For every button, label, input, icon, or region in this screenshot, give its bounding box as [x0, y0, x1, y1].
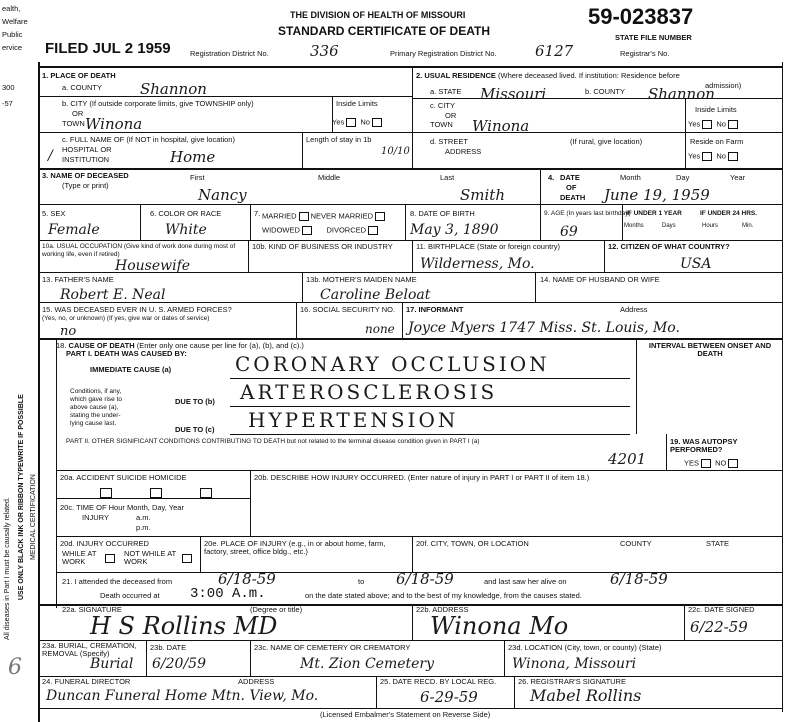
burial-value: Burial — [90, 656, 134, 672]
time-injury-label: 20c. TIME OF Hour Month, Day, Year — [60, 503, 184, 512]
registrar-no-label: Registrar's No. — [620, 49, 670, 58]
dob-label: 8. DATE OF BIRTH — [410, 209, 475, 218]
forces-value: no — [60, 324, 77, 339]
age-value: 69 — [560, 224, 578, 240]
res-or-town: OR — [445, 111, 457, 120]
state-file-number: 59-023837 — [588, 4, 694, 29]
informant-value: Joyce Myers 1747 Miss. St. Louis, Mo. — [408, 320, 680, 336]
attend-text-2: Death occurred at — [100, 591, 160, 600]
last-saw-label: and last saw her alive on — [484, 577, 567, 586]
res-inside-no-checkbox[interactable] — [728, 120, 738, 129]
inside-limits-label: Inside Limits — [336, 99, 378, 108]
degree-label: (Degree or title) — [250, 605, 303, 614]
attend-text-3: on the date stated above; and to the best of my knowledge, from the causes stated. — [305, 591, 582, 600]
citizen-value: USA — [680, 256, 712, 272]
left-margin — [0, 0, 36, 722]
birthplace-value: Wilderness, Mo. — [420, 256, 535, 272]
director-label: 24. FUNERAL DIRECTOR — [42, 677, 131, 686]
father-value: Robert E. Neal — [60, 287, 166, 303]
attend-from: 6/18-59 — [218, 570, 276, 588]
margin-num-2: -57 — [2, 99, 13, 108]
res-town-label: TOWN — [430, 120, 453, 129]
widowed-label: WIDOWED — [262, 225, 300, 235]
margin-glyph: 6 — [8, 655, 22, 680]
registrar-signature: Mabel Rollins — [530, 686, 642, 705]
burial-date-label: 23b. DATE — [150, 643, 187, 652]
spouse-label: 14. NAME OF HUSBAND OR WIFE — [540, 275, 660, 284]
under-24-hrs: IF UNDER 24 HRS. — [700, 210, 758, 217]
injury-county-label: COUNTY — [620, 539, 652, 548]
am-label: a.m. — [136, 513, 151, 522]
attend-to-word: to — [358, 577, 365, 586]
injury-occurred-label: 20d. INJURY OCCURRED — [60, 539, 149, 548]
director-value: Duncan Funeral Home Mtn. View, Mo. — [46, 688, 319, 704]
cause-note: (Enter only one cause per line for (a), (b), and (c).) — [136, 341, 304, 350]
stay-label: Length of stay in 1b — [306, 135, 372, 144]
res-street-label: d. STREET — [430, 137, 468, 146]
forces-label: 15. WAS DECEASED EVER IN U. S. ARMED FORCES? — [42, 305, 232, 314]
ssn-value: none — [365, 322, 395, 336]
cause-num: 18. — [56, 341, 67, 350]
death-time: 3:00 A.m. — [190, 586, 266, 602]
while-at-work-label: WHILE AT WORK — [62, 549, 97, 566]
residence-admission: admission) — [705, 81, 742, 90]
cemetery-value: Mt. Zion Cemetery — [300, 656, 435, 672]
margin-line-4: ervice — [2, 43, 23, 52]
condition-line-5: lying cause last. — [70, 420, 117, 427]
res-state: Missouri — [480, 85, 547, 103]
date-received: 6-29-59 — [420, 688, 478, 706]
months-label: Months — [624, 223, 644, 229]
mother-label: 13b. MOTHER'S MAIDEN NAME — [306, 275, 417, 284]
name-type-note: (Type or print) — [62, 181, 109, 190]
middle-label: Middle — [318, 173, 341, 182]
cause-a: CORONARY OCCLUSION — [235, 352, 550, 376]
under-1-year: IF UNDER 1 YEAR — [626, 210, 682, 217]
state-file-label: STATE FILE NUMBER — [615, 33, 692, 42]
director-address-label: ADDRESS — [238, 677, 275, 686]
widowed-checkbox[interactable] — [302, 226, 312, 235]
res-address-note: (If rural, give location) — [570, 137, 643, 146]
signature-label: 22a. SIGNATURE — [62, 605, 122, 614]
county-label: a. COUNTY — [62, 83, 103, 92]
forces-note: (Yes, no, or unknown) (If yes, give war or dates of service) — [42, 315, 210, 322]
physician-address: Winona Mo — [430, 612, 569, 640]
burial-location-label: 23d. LOCATION (City, town, or county) (State) — [508, 643, 662, 652]
hospital-or: HOSPITAL OR — [62, 145, 112, 154]
injury-city-label: 20f. CITY, TOWN, OR LOCATION — [416, 539, 529, 548]
citizen-label: 12. CITIZEN OF WHAT COUNTRY? — [608, 242, 730, 251]
footer-note: (Licensed Embalmer's Statement on Reverse Side) — [320, 710, 491, 719]
farm-yes: Yes — [688, 151, 701, 161]
res-city-label: c. CITY — [430, 101, 456, 110]
residence-note: (Where deceased lived. If institution: Residence before — [498, 71, 680, 80]
primary-district-label: Primary Registration District No. — [390, 49, 497, 58]
physician-address-label: 22b. ADDRESS — [416, 605, 469, 614]
injury-word: INJURY — [82, 513, 109, 522]
birthplace-label: 11. BIRTHPLACE (State or foreign country) — [416, 242, 560, 251]
res-county: Shannon — [648, 85, 715, 103]
primary-district-value: 6127 — [535, 42, 574, 60]
part2-label: PART II. OTHER SIGNIFICANT CONDITIONS CONTRIBUTING TO DEATH but not related to the terminal disease condition given in PART I (a) — [66, 438, 480, 445]
res-inside-limits: Inside Limits — [695, 105, 737, 114]
sex-value: Female — [48, 222, 100, 238]
last-label: Last — [440, 173, 455, 182]
while-work-checkbox[interactable] — [105, 554, 115, 563]
father-label: 13. FATHER'S NAME — [42, 275, 114, 284]
never-married-checkbox[interactable] — [375, 212, 385, 221]
accident-checkbox[interactable] — [100, 488, 112, 498]
margin-num-1: 300 — [2, 83, 15, 92]
first-label: First — [190, 173, 205, 182]
occupation-label: 10a. USUAL OCCUPATION (Give kind of work done during most of working life, even if retired) — [42, 243, 236, 258]
autopsy-no: NO — [715, 458, 727, 468]
pm-label: p.m. — [136, 523, 151, 532]
interval-label: INTERVAL BETWEEN ONSET AND DEATH — [648, 341, 772, 358]
injury-state-label: STATE — [706, 539, 730, 548]
death-county: Shannon — [140, 80, 207, 98]
date-label: DATE — [560, 173, 580, 182]
not-while-label: NOT WHILE AT WORK — [124, 549, 177, 566]
married-label: MARRIED — [262, 211, 297, 221]
physician-signature: H S Rollins MD — [90, 612, 278, 640]
cause-code: 4201 — [608, 450, 647, 468]
due-b-label: DUE TO (b) — [175, 397, 215, 406]
last-saw-date: 6/18-59 — [610, 570, 668, 588]
cause-label: CAUSE OF DEATH — [68, 341, 135, 350]
autopsy-yes: YES — [684, 458, 700, 468]
inside-no-checkbox[interactable] — [372, 118, 382, 127]
informant-address-label: Address — [620, 305, 648, 314]
place-injury-label: 20e. PLACE OF INJURY (e.g., in or about home, farm, factory, street, office bldg., etc.) — [204, 539, 386, 556]
burial-label: 23a. BURIAL, CREMATION, REMOVAL (Specify) — [42, 641, 137, 658]
margin-mark: / — [48, 148, 53, 164]
immediate-label: IMMEDIATE CAUSE (a) — [90, 365, 172, 374]
not-while-checkbox[interactable] — [182, 554, 192, 563]
city-label: b. CITY (If outside corporate limits, give TOWNSHIP only) — [62, 99, 254, 108]
accident-label: 20a. ACCIDENT SUICIDE HOMICIDE — [60, 473, 187, 482]
month-label: Month — [620, 173, 641, 182]
burial-location: Winona, Missouri — [512, 656, 637, 672]
condition-line-3: above cause (a), — [70, 404, 119, 411]
year-label: Year — [730, 173, 746, 182]
part1-label: PART I. DEATH WAS CAUSED BY: — [66, 349, 187, 358]
informant-label: 17. INFORMANT — [406, 305, 464, 314]
res-inside-yes: Yes — [688, 119, 701, 129]
stay-value: 10/10 — [381, 146, 410, 157]
farm-no-checkbox[interactable] — [728, 152, 738, 161]
days-label: Days — [662, 223, 676, 229]
first-name: Nancy — [198, 186, 247, 204]
margin-vertical-medical: MEDICAL CERTIFICATION — [30, 474, 37, 560]
res-inside-yes-checkbox[interactable] — [702, 120, 712, 129]
cause-b: ARTEROSCLEROSIS — [240, 380, 498, 404]
filed-stamp: FILED JUL 2 1959 — [45, 40, 171, 57]
age-label: 9. AGE (In years last birthday) — [544, 210, 631, 217]
occupation-value: Housewife — [115, 258, 191, 274]
dob-value: May 3, 1890 — [410, 222, 499, 238]
describe-injury-label: 20b. DESCRIBE HOW INJURY OCCURRED. (Enter nature of injury in PART I or PART II of item 18.) — [254, 473, 590, 482]
death-label: DEATH — [560, 193, 586, 202]
institution-label: INSTITUTION — [62, 155, 110, 164]
hospital-label: c. FULL NAME OF (If NOT in hospital, give location) — [62, 135, 235, 144]
inside-yes-label: Yes — [332, 117, 345, 127]
condition-line-4: stating the under- — [70, 412, 121, 419]
autopsy-no-checkbox[interactable] — [728, 459, 738, 468]
condition-line-1: Conditions, if any, — [70, 388, 122, 395]
min-label: Min. — [742, 223, 754, 229]
date-signed: 6/22-59 — [690, 618, 748, 636]
burial-date: 6/20/59 — [152, 656, 206, 672]
division-title: THE DIVISION OF HEALTH OF MISSOURI — [290, 10, 466, 20]
margin-line-1: ealth, — [2, 4, 21, 13]
day-label: Day — [676, 173, 690, 182]
res-inside-no: No — [716, 119, 726, 129]
date-signed-label: 22c. DATE SIGNED — [688, 605, 755, 614]
due-c-label: DUE TO (c) — [175, 425, 215, 434]
margin-vertical-note: All diseases in Part I must be causally related. — [4, 497, 11, 640]
town-label: TOWN — [62, 119, 85, 128]
margin-vertical-ink: USE ONLY BLACK INK OR RIBBON TYPEWRITE IF POSSIBLE — [18, 394, 25, 600]
autopsy-label: 19. WAS AUTOPSY PERFORMED? — [670, 437, 738, 454]
date-received-label: 25. DATE RECD. BY LOCAL REG. — [380, 677, 497, 686]
autopsy-yes-checkbox[interactable] — [701, 459, 711, 468]
place-death-label: PLACE OF DEATH — [50, 71, 116, 80]
margin-line-2: Welfare — [2, 17, 28, 26]
cemetery-label: 23c. NAME OF CEMETERY OR CREMATORY — [254, 643, 411, 652]
residence-label: USUAL RESIDENCE — [424, 71, 496, 80]
homicide-checkbox[interactable] — [200, 488, 212, 498]
or-town: OR — [72, 109, 84, 118]
last-name: Smith — [460, 186, 505, 204]
residence-num: 2. — [416, 71, 423, 80]
date-num: 4. — [548, 173, 555, 182]
death-city: Winona — [85, 115, 143, 133]
res-address-label: ADDRESS — [445, 147, 482, 156]
of-label: OF — [566, 183, 577, 192]
marital-num: 7. — [254, 209, 261, 218]
reg-district-label: Registration District No. — [190, 49, 269, 58]
ssn-label: 16. SOCIAL SECURITY NO. — [300, 305, 396, 314]
married-checkbox[interactable] — [299, 212, 309, 221]
margin-line-3: Public — [2, 30, 23, 39]
date-of-death: June 19, 1959 — [604, 186, 710, 204]
farm-no: No — [716, 151, 726, 161]
hours-label: Hours — [702, 223, 719, 229]
divorced-checkbox[interactable] — [368, 226, 378, 235]
certificate-title: STANDARD CERTIFICATE OF DEATH — [278, 24, 490, 38]
sex-label: 5. SEX — [42, 209, 66, 218]
registrar-sig-label: 26. REGISTRAR'S SIGNATURE — [518, 677, 626, 686]
death-institution: Home — [170, 148, 216, 166]
never-married-label: NEVER MARRIED — [310, 211, 374, 221]
kind-business-label: 10b. KIND OF BUSINESS OR INDUSTRY — [252, 242, 393, 251]
condition-line-2: which gave rise to — [70, 396, 123, 403]
attend-text-1: 21. I attended the deceased from — [62, 577, 173, 586]
divorced-label: DIVORCED — [326, 225, 367, 235]
name-num: 3. — [42, 171, 49, 180]
attend-to: 6/18-59 — [396, 570, 454, 588]
suicide-checkbox[interactable] — [150, 488, 162, 498]
res-city: Winona — [472, 117, 530, 135]
inside-yes-checkbox[interactable] — [346, 118, 356, 127]
reside-farm-label: Reside on Farm — [690, 137, 744, 146]
inside-no-label: No — [360, 117, 370, 127]
res-county-label: b. COUNTY — [585, 87, 626, 96]
place-death-num: 1. — [42, 71, 49, 80]
cause-c: HYPERTENSION — [248, 408, 459, 432]
color-label: 6. COLOR OR RACE — [150, 209, 222, 218]
farm-yes-checkbox[interactable] — [702, 152, 712, 161]
mother-value: Caroline Beloat — [320, 287, 431, 303]
reg-district-value: 336 — [310, 42, 339, 60]
name-label: NAME OF DECEASED — [50, 171, 129, 180]
color-value: White — [165, 222, 207, 238]
res-state-label: a. STATE — [430, 87, 462, 96]
